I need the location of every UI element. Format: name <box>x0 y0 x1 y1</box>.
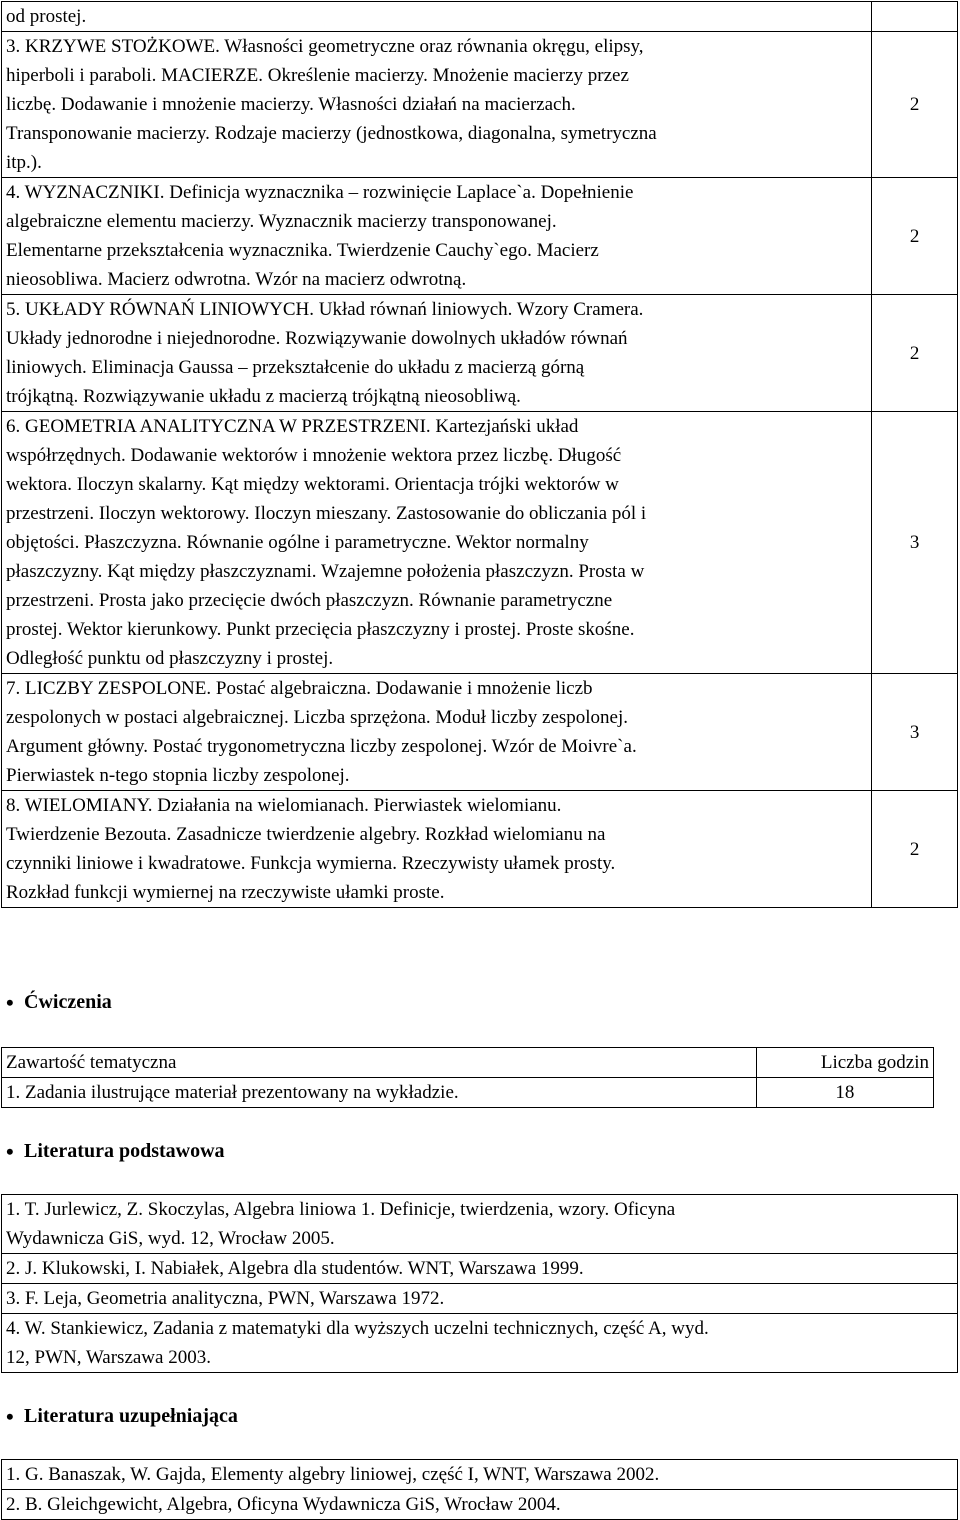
reference-row <box>2 1490 958 1520</box>
supplementary-literature-heading <box>6 1402 238 1431</box>
reference-row <box>2 1254 958 1284</box>
reference-line: 3. F. Leja, Geometria analityczna, PWN, Warszawa 1972. <box>6 1288 445 1309</box>
reference-item <box>2 1195 958 1254</box>
topic-line: 7. LICZBY ZESPOLONE. Postać algebraiczna. Dodawanie i mnożenie liczb <box>6 678 593 699</box>
topic-text <box>2 32 872 178</box>
exercises-header-row <box>2 1048 934 1078</box>
supplementary-literature-list <box>1 1459 958 1520</box>
topic-row <box>2 295 958 412</box>
topic-row <box>2 674 958 791</box>
topic-line: czynniki liniowe i kwadratowe. Funkcja wymierna. Rzeczywisty ułamek prosty. <box>6 853 616 874</box>
topic-line: 5. UKŁADY RÓWNAŃ LINIOWYCH. Układ równań liniowych. Wzory Cramera. <box>6 299 644 320</box>
topic-line: itp.). <box>6 152 42 173</box>
topic-line: 3. KRZYWE STOŻKOWE. Własności geometryczne oraz równania okręgu, elipsy, <box>6 36 644 57</box>
exercises-row-text: 1. Zadania ilustrujące materiał prezentowany na wykładzie. <box>2 1078 757 1108</box>
reference-row <box>2 1284 958 1314</box>
reference-row <box>2 1314 958 1373</box>
topic-line: Twierdzenie Bezouta. Zasadnicze twierdzenie algebry. Rozkład wielomianu na <box>6 824 606 845</box>
topic-line: współrzędnych. Dodawanie wektorów i mnożenie wektora przez liczbę. Długość <box>6 445 622 466</box>
reference-line: 1. T. Jurlewicz, Z. Skoczylas, Algebra liniowa 1. Definicje, twierdzenia, wzory. Oficyna <box>6 1199 676 1220</box>
reference-item <box>2 1490 958 1520</box>
reference-line: 2. B. Gleichgewicht, Algebra, Oficyna Wydawnicza GiS, Wrocław 2004. <box>6 1494 561 1515</box>
topic-hours: 2 <box>872 295 958 412</box>
reference-line: 4. W. Stankiewicz, Zadania z matematyki dla wyższych uczelni technicznych, część A, wyd. <box>6 1318 709 1339</box>
exercises-col-hours: Liczba godzin <box>756 1048 933 1078</box>
reference-item <box>2 1314 958 1373</box>
reference-item <box>2 1254 958 1284</box>
topic-line: hiperboli i paraboli. MACIERZE. Określenie macierzy. Mnożenie macierzy przez <box>6 65 629 86</box>
topic-line: przestrzeni. Prosta jako przecięcie dwóch płaszczyzn. Równanie parametryczne <box>6 590 613 611</box>
topic-text <box>2 674 872 791</box>
reference-line: 2. J. Klukowski, I. Nabiałek, Algebra dla studentów. WNT, Warszawa 1999. <box>6 1258 584 1279</box>
topic-line: Odległość punktu od płaszczyzny i prostej. <box>6 648 334 669</box>
exercises-col-content: Zawartość tematyczna <box>2 1048 757 1078</box>
topic-line: Transponowanie macierzy. Rodzaje macierzy (jednostkowa, diagonalna, symetryczna <box>6 123 657 144</box>
topic-line: objętości. Płaszczyzna. Równanie ogólne i parametryczne. Wektor normalny <box>6 532 589 553</box>
topic-line: liniowych. Eliminacja Gaussa – przekształcenie do układu z macierzą górną <box>6 357 585 378</box>
basic-literature-heading <box>6 1137 225 1166</box>
topic-hours: 3 <box>872 674 958 791</box>
topic-text <box>2 2 872 32</box>
topic-hours <box>872 2 958 32</box>
topic-hours: 2 <box>872 178 958 295</box>
supplementary-literature-heading-text: Literatura uzupełniająca <box>24 1405 238 1427</box>
topic-line: nieosobliwa. Macierz odwrotna. Wzór na macierz odwrotną. <box>6 269 467 290</box>
topic-line: Elementarne przekształcenia wyznacznika. Twierdzenie Cauchy`ego. Macierz <box>6 240 599 261</box>
reference-item <box>2 1284 958 1314</box>
topic-row <box>2 2 958 32</box>
topic-text <box>2 295 872 412</box>
bullet-icon: • <box>6 1404 14 1429</box>
topic-line: 4. WYZNACZNIKI. Definicja wyznacznika – rozwinięcie Laplace`a. Dopełnienie <box>6 182 634 203</box>
reference-line: Wydawnicza GiS, wyd. 12, Wrocław 2005. <box>6 1228 335 1249</box>
topic-hours: 2 <box>872 791 958 908</box>
reference-item <box>2 1460 958 1490</box>
bullet-icon: • <box>6 990 14 1015</box>
reference-line: 12, PWN, Warszawa 2003. <box>6 1347 211 1368</box>
topic-line: Pierwiastek n-tego stopnia liczby zespolonej. <box>6 765 350 786</box>
exercises-row <box>2 1078 934 1108</box>
topic-text <box>2 412 872 674</box>
topic-hours: 3 <box>872 412 958 674</box>
topic-row <box>2 791 958 908</box>
lecture-topics-table <box>1 1 958 908</box>
exercises-row-hours: 18 <box>756 1078 933 1108</box>
bullet-icon: • <box>6 1139 14 1164</box>
topic-text <box>2 178 872 295</box>
exercises-table <box>1 1047 934 1108</box>
topic-row <box>2 412 958 674</box>
topic-line: algebraiczne elementu macierzy. Wyznacznik macierzy transponowanej. <box>6 211 557 232</box>
exercises-heading <box>6 988 112 1017</box>
reference-row <box>2 1460 958 1490</box>
topic-row <box>2 178 958 295</box>
topic-line: wektora. Iloczyn skalarny. Kąt między wektorami. Orientacja trójki wektorów w <box>6 474 619 495</box>
topic-line: trójkątną. Rozwiązywanie układu z macierzą trójkątną nieosobliwą. <box>6 386 521 407</box>
reference-line: 1. G. Banaszak, W. Gajda, Elementy algebry liniowej, część I, WNT, Warszawa 2002. <box>6 1464 660 1485</box>
topic-line: liczbę. Dodawanie i mnożenie macierzy. Własności działań na macierzach. <box>6 94 576 115</box>
reference-row <box>2 1195 958 1254</box>
topic-line: płaszczyzny. Kąt między płaszczyznami. Wzajemne położenia płaszczyzn. Prosta w <box>6 561 645 582</box>
topic-row <box>2 32 958 178</box>
topic-line: przestrzeni. Iloczyn wektorowy. Iloczyn mieszany. Zastosowanie do obliczania pól i <box>6 503 647 524</box>
exercises-heading-text: Ćwiczenia <box>24 991 112 1013</box>
topic-line: Układy jednorodne i niejednorodne. Rozwiązywanie dowolnych układów równań <box>6 328 628 349</box>
topic-text <box>2 791 872 908</box>
topic-line: prostej. Wektor kierunkowy. Punkt przecięcia płaszczyzny i prostej. Proste skośne. <box>6 619 635 640</box>
topic-line: zespolonych w postaci algebraicznej. Liczba sprzężona. Moduł liczby zespolonej. <box>6 707 629 728</box>
basic-literature-heading-text: Literatura podstawowa <box>24 1140 225 1162</box>
topic-line: Rozkład funkcji wymiernej na rzeczywiste ułamki proste. <box>6 882 445 903</box>
basic-literature-list <box>1 1194 958 1373</box>
topic-line: 6. GEOMETRIA ANALITYCZNA W PRZESTRZENI. Kartezjański układ <box>6 416 579 437</box>
topic-hours: 2 <box>872 32 958 178</box>
topic-line: 8. WIELOMIANY. Działania na wielomianach. Pierwiastek wielomianu. <box>6 795 562 816</box>
topic-line: od prostej. <box>6 6 87 27</box>
topic-line: Argument główny. Postać trygonometryczna liczby zespolonej. Wzór de Moivre`a. <box>6 736 637 757</box>
